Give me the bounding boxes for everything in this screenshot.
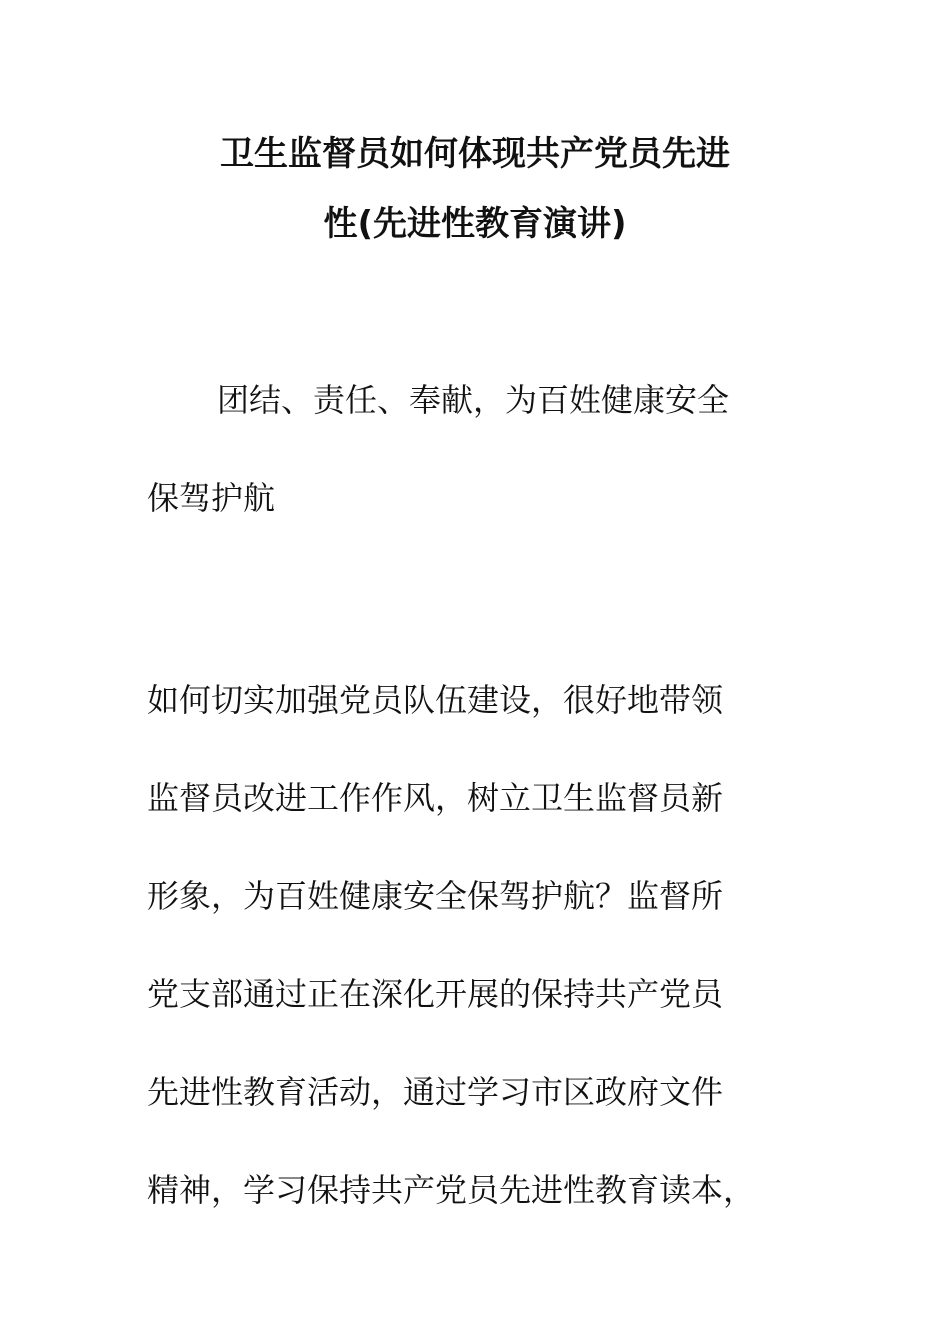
body-text-line: 形象，为百姓健康安全保驾护航？监督所 bbox=[147, 877, 724, 915]
body-text-line: 如何切实加强党员队伍建设，很好地带领 bbox=[147, 681, 724, 719]
subtitle-line-2: 保驾护航 bbox=[147, 479, 276, 517]
subtitle-line-1: 团结、责任、奉献，为百姓健康安全 bbox=[217, 381, 730, 419]
body-text-line: 精神，学习保持共产党员先进性教育读本， bbox=[147, 1171, 756, 1209]
body-text-line: 监督员改进工作作风，树立卫生监督员新 bbox=[147, 779, 724, 817]
body-text-line: 先进性教育活动，通过学习市区政府文件 bbox=[147, 1073, 724, 1111]
body-text-line: 党支部通过正在深化开展的保持共产党员 bbox=[147, 975, 724, 1013]
document-title-line-2: 性(先进性教育演讲) bbox=[323, 204, 627, 244]
document-title-line-1: 卫生监督员如何体现共产党员先进 bbox=[220, 134, 730, 174]
